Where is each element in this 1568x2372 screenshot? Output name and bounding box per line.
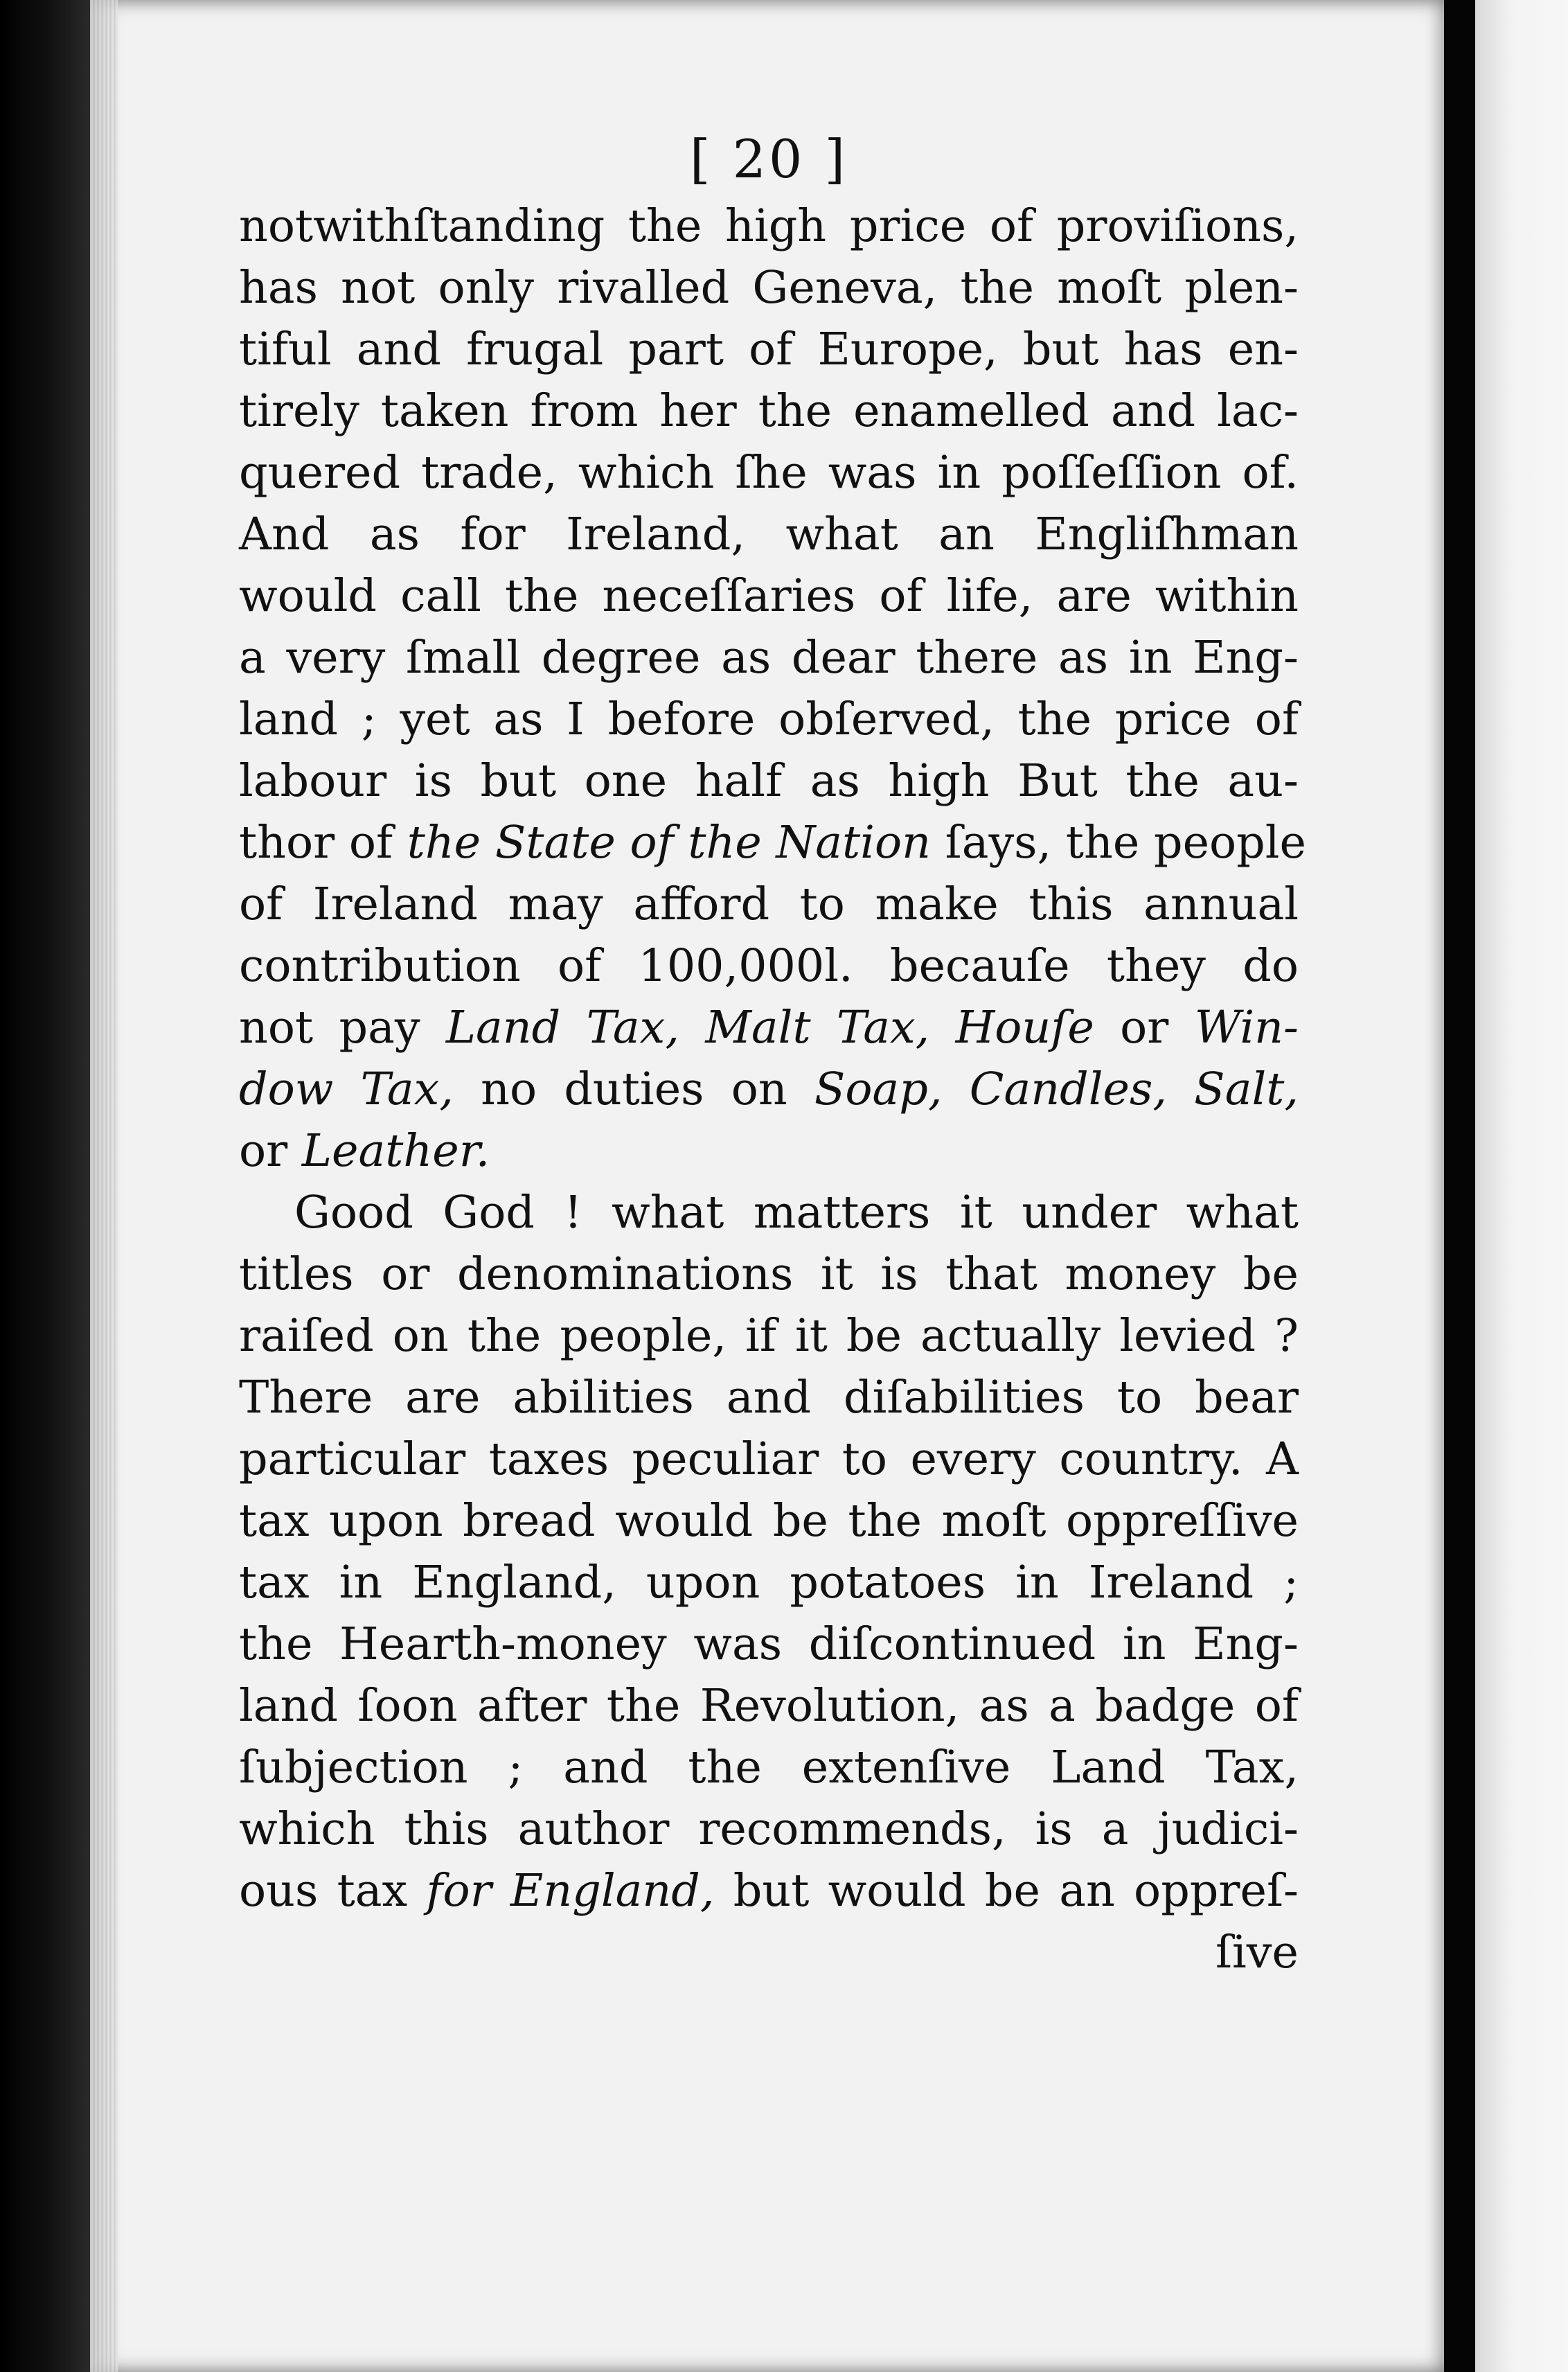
text-segment: ous tax (239, 1865, 427, 1917)
text-line: which this author recommends, is a judici- (239, 1803, 1299, 1855)
text-line: tiful and frugal part of Europe, but has en- (239, 324, 1299, 375)
text-line: a very ſmall degree as dear there as in Eng- (239, 632, 1299, 684)
text-line: ſubjection ; and the extenſive Land Tax, (239, 1742, 1299, 1794)
page-edge-stack (90, 0, 118, 2372)
text-line (239, 1059, 1299, 1120)
text-line: labour is but one half as high But the au- (239, 755, 1299, 807)
text-line: quered trade, which ſhe was in poſſeſſion of. (239, 447, 1299, 499)
catchword: ſive (1215, 1927, 1299, 1979)
italic-tax-names: Win- (1194, 1002, 1299, 1054)
text-line (239, 812, 1307, 874)
text-line: of Ireland may afford to make this annual (239, 878, 1299, 930)
italic-title: the State of the Nation (407, 817, 931, 869)
text-line: tax upon bread would be the moſt oppreſſive (239, 1495, 1299, 1547)
text-line: has not only rivalled Geneva, the moſt plen- (239, 262, 1299, 314)
facing-page-edge (1475, 0, 1568, 2372)
paragraph-start-line: Good God ! what matters it under what (294, 1187, 1299, 1239)
text-segment: no duties on (453, 1063, 814, 1115)
text-line: contribution of 100,000l. becauſe they do (239, 940, 1299, 992)
text-segment: thor of (239, 817, 407, 869)
text-segment: or (1094, 1002, 1195, 1054)
text-line: And as for Ireland, what an Engliſhman (239, 508, 1299, 560)
text-line: the Hearth-money was diſcontinued in Eng- (239, 1618, 1299, 1670)
text-line: notwithſtanding the high price of proviſions, (239, 200, 1299, 252)
italic-phrase: for England, (426, 1865, 715, 1917)
text-line (239, 997, 1299, 1059)
text-segment: ſays, the people (930, 817, 1307, 869)
text-line: particular taxes peculiar to every country. A (239, 1433, 1299, 1485)
italic-tax-names: Soap, Candles, Salt, (814, 1063, 1299, 1115)
italic-tax-names: dow Tax, (239, 1063, 454, 1115)
text-line: tax in England, upon potatoes in Ireland ; (239, 1557, 1299, 1609)
text-line (239, 1120, 1299, 1182)
text-line: titles or denominations it is that money be (239, 1248, 1299, 1300)
page-text-block (239, 125, 1307, 1983)
text-line: land ; yet as I before obſerved, the price of (239, 693, 1299, 745)
text-line: land ſoon after the Revolution, as a badge of (239, 1680, 1299, 1732)
text-line (239, 1860, 1299, 1922)
italic-tax-names: Land Tax, Malt Tax, Houſe (445, 1002, 1094, 1054)
text-line: raiſed on the people, if it be actually levied ? (239, 1310, 1299, 1362)
text-line: would call the neceſſaries of life, are within (239, 570, 1299, 622)
page-number: [ 20 ] (689, 128, 848, 190)
text-segment: but would be an oppreſ- (714, 1865, 1299, 1917)
italic-tax-names: Leather. (301, 1125, 490, 1177)
book-binding-edge (0, 0, 90, 2372)
text-line: tirely taken from her the enamelled and lac- (239, 385, 1299, 437)
text-segment: not pay (239, 1002, 446, 1054)
text-segment: or (239, 1125, 302, 1177)
text-line: There are abilities and diſabilities to bear (239, 1372, 1299, 1424)
page-gutter (1444, 0, 1475, 2372)
